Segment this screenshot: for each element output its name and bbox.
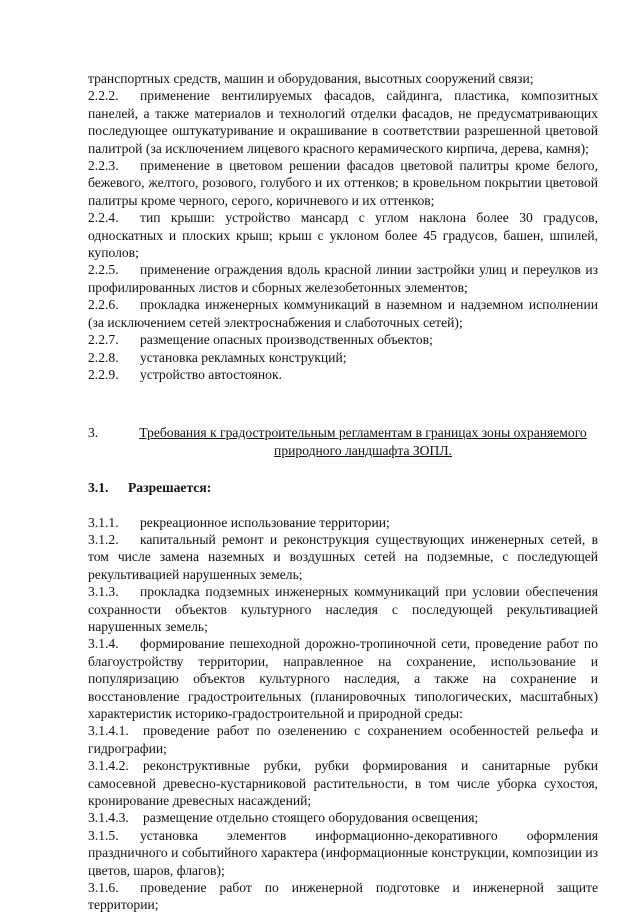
item-3-1-4-1	[88, 722, 598, 757]
item-text: рекреационное использование территории;	[140, 514, 390, 530]
item-text: размещение опасных производственных объектов;	[140, 332, 433, 348]
item-3-1-4-3	[88, 809, 598, 826]
item-text: реконструктивные рубки, рубки формирования и санитарные рубки самосевной древесно-кустарниковой растительности, в том числе уборка сухостоя, кронирование древесных насаждений;	[88, 758, 598, 809]
item-2-2-3	[88, 157, 598, 209]
item-text: установка элементов информационно-декоративного оформления праздничного и событийного характера (информационные конструкции, композиции из цветов, шаров, флагов);	[88, 827, 598, 878]
item-2-2-9	[88, 366, 598, 383]
item-2-2-5	[88, 261, 598, 296]
item-3-1-5	[88, 827, 598, 879]
item-number: 2.2.9.	[88, 366, 119, 382]
item-3-1-3	[88, 583, 598, 635]
spacer	[88, 497, 598, 514]
spacer	[88, 459, 598, 479]
item-text: устройство автостоянок.	[140, 366, 282, 382]
item-number: 3.1.4.3.	[88, 810, 129, 826]
item-number: 3.1.4.	[88, 636, 119, 652]
item-text: капитальный ремонт и реконструкция существующих инженерных сетей, в том числе замена наземных и воздушных сетей на подземные, с последующей рекультивацией нарушенных земель;	[88, 531, 598, 582]
section-title: Требования к градостроительным регламентам в границах зоны охраняемого природного ландшафта ЗОПЛ.	[139, 425, 587, 458]
item-2-2-8	[88, 349, 598, 366]
item-text: тип крыши: устройство мансард с углом наклона более 30 градусов, односкатных и плоских крыш; крыш с уклоном более 45 градусов, башен, шпилей, куполов;	[88, 210, 598, 261]
item-text: прокладка инженерных коммуникаций в наземном и надземном исполнении (за исключением сетей электроснабжения и слаботочных сетей);	[88, 297, 598, 330]
item-text: прокладка подземных инженерных коммуникаций при условии обеспечения сохранности объектов культурного наследия с последующей рекультивацией нарушенных земель;	[88, 584, 598, 634]
item-number: 2.2.3.	[88, 158, 119, 174]
item-3-1-6	[88, 879, 598, 914]
item-text: проведение работ по инженерной подготовке и инженерной защите территории;	[88, 880, 598, 913]
item-3-1-4	[88, 635, 598, 722]
item-number: 3.1.4.1.	[88, 723, 129, 739]
item-text: установка рекламных конструкций;	[140, 349, 347, 365]
subsection-3-1-heading	[88, 479, 598, 496]
item-number: 2.2.2.	[88, 88, 119, 104]
section-3-heading	[88, 424, 598, 459]
section-number: 3.	[88, 425, 99, 441]
item-number: 2.2.7.	[88, 332, 119, 348]
item-number: 3.1.6.	[88, 880, 119, 896]
item-number: 2.2.5.	[88, 262, 119, 278]
item-3-1-1	[88, 514, 598, 531]
item-text: проведение работ по озеленению с сохранением особенностей рельефа и гидрографии;	[88, 723, 598, 756]
item-text: применение ограждения вдоль красной линии застройки улиц и переулков из профилированных листов и сборных железобетонных элементов;	[88, 262, 598, 295]
item-2-2-2	[88, 87, 598, 157]
item-2-2-4	[88, 209, 598, 261]
item-3-1-4-2	[88, 757, 598, 809]
paragraph-continuation: транспортных средств, машин и оборудования, высотных сооружений связи;	[88, 71, 534, 86]
subsection-title: Разрешается:	[128, 480, 212, 496]
item-2-2-7	[88, 331, 598, 348]
item-number: 3.1.1.	[88, 514, 119, 530]
document-page	[88, 70, 598, 914]
item-text: формирование пешеходной дорожно-тропиночной сети, проведение работ по благоустройству территории, направленное на сохранение, использование и популяризацию объектов культурного наследия, а также на сохранение и восстановление градостроительных (планировочных типологических, масштабных) характеристик историко-градостроительной и природной среды:	[88, 636, 598, 721]
item-text: размещение отдельно стоящего оборудования освещения;	[143, 810, 479, 826]
item-number: 3.1.4.2.	[88, 758, 129, 774]
item-number: 3.1.2.	[88, 531, 119, 547]
item-2-2-6	[88, 296, 598, 331]
spacer	[88, 383, 598, 424]
item-number: 2.2.8.	[88, 349, 119, 365]
item-number: 2.2.6.	[88, 297, 119, 313]
item-3-1-2	[88, 531, 598, 583]
item-text: применение вентилируемых фасадов, сайдинга, пластика, композитных панелей, а также материалов и технологий отделки фасадов, не предусматривающих последующее оштукатуривание и окрашивание в соответствии разрешенной цветовой палитрой (за исключением лицевого красного керамического кирпича, дерева, камня);	[88, 88, 598, 156]
item-text: применение в цветовом решении фасадов цветовой палитры кроме белого, бежевого, желтого, розового, голубого и их оттенков; в кровельном покрытии цветовой палитры кроме черного, серого, коричневого и их оттенков;	[88, 158, 598, 208]
item-number: 3.1.5.	[88, 827, 119, 843]
subsection-number: 3.1.	[88, 480, 109, 496]
item-number: 3.1.3.	[88, 584, 119, 600]
item-number: 2.2.4.	[88, 210, 119, 226]
